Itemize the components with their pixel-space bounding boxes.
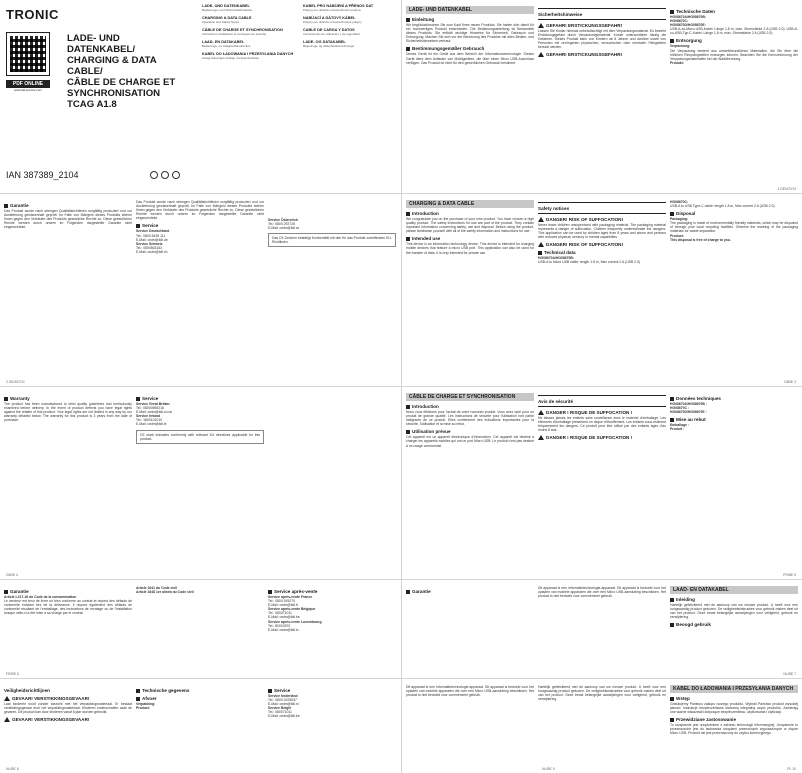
body-text: Cet appareil est un appareil électronique d'information. Cet appareil est destiné à charger les appareils mobiles qui ont un port Micro USB. Le produit n'est pas destiné à un usage commercial. bbox=[406, 435, 534, 448]
service-email[interactable]: E-Mail: owim@lidl.ch bbox=[136, 249, 168, 254]
bullet-square-icon bbox=[670, 718, 674, 722]
bullet-square-icon bbox=[670, 39, 674, 43]
service-title: Service Schweiz bbox=[136, 241, 163, 246]
section-heading: Mise au rebut bbox=[670, 417, 798, 422]
section-heading: Garantie bbox=[4, 589, 132, 594]
service-title: Service après-vente Belgique bbox=[268, 607, 316, 612]
language-item: NABÍJACÍ A DÁTOVÝ KÁBEL Pokyny pre obsluhu a bezpečnostné pokyny bbox=[303, 16, 362, 24]
service-tel: Tel.: 80024970 bbox=[268, 623, 291, 628]
service-email[interactable]: E-Mail: owim@lidl.ie bbox=[136, 422, 167, 427]
title-line: SYNCHRONISATION bbox=[67, 88, 161, 99]
language-item: CÂBLE DE CHARGE ET SYNCHRONISATION Instructions d'utilisation et consignes de sécurité bbox=[202, 28, 283, 36]
article-heading: Article 1641 du Code civil bbox=[136, 586, 178, 590]
title-line: CABLE/ bbox=[67, 66, 103, 77]
spec-text: USB-A to USB Type-C cable: length 1.8 m, Max current 2 A (USB 2.0) bbox=[670, 204, 775, 209]
section-heading: Technische Daten bbox=[670, 9, 798, 14]
section-heading: Disposal bbox=[670, 211, 798, 216]
sub-label: Product: bbox=[670, 233, 684, 238]
bullet-square-icon bbox=[670, 397, 674, 401]
page-header: LADE- UND DATENKABEL bbox=[406, 6, 534, 14]
bullet-square-icon bbox=[406, 430, 410, 434]
body-text: Dieses Gerät ist ein Gerät aus dem Bereich der Informationstechnologie. Dieses Gerät dient dem Aufladen von Mobilgeräten, die über einen Micro USB-Anschluss verfügen. Das Produkt ist nicht für den gewerblichen Gebrauch bestimmt. bbox=[406, 52, 534, 65]
language-item: LADE- UND DATENKABEL Bedienungs- und Sicherheitshinweise bbox=[202, 4, 253, 12]
page-number: NL/BE 7 bbox=[783, 672, 796, 676]
service-tel: Tel.: 08000569216 bbox=[136, 406, 164, 411]
page-number: 1 DE/AT/CH bbox=[777, 187, 796, 191]
page-number: GB/IE 3 bbox=[784, 380, 796, 384]
page-number: PL 10 bbox=[787, 767, 796, 771]
bullet-square-icon bbox=[406, 405, 410, 409]
service-email[interactable]: E-Mail: owim@lidl.be bbox=[268, 615, 300, 620]
warning-heading: DANGER! RISK OF SUFFOCATION! bbox=[538, 217, 666, 222]
ce-note: CE mark indicates conformity with relevant EU directives applicable for this product. bbox=[136, 430, 264, 444]
page-header: CHARGING & DATA CABLE bbox=[406, 200, 534, 208]
service-title: Service Österreich bbox=[268, 218, 298, 222]
section-heading: Veiligheidsrichtlijnen bbox=[4, 688, 50, 693]
model-label: HG08670D/HG08670E: bbox=[670, 23, 706, 28]
page-number: FR/BE 5 bbox=[783, 573, 796, 577]
bullet-square-icon bbox=[406, 18, 410, 22]
bullet-square-icon bbox=[268, 689, 272, 693]
cover-page bbox=[0, 0, 200, 193]
body-text: Never leave children unsupervised with packaging material. The packaging material represents a danger of suffocation. Children frequently underestimate the dangers. This application can be used by children aged from 8 years and above and persons with reduced physical, sensory or mental capabilities. bbox=[538, 223, 666, 240]
warning-icon bbox=[538, 217, 544, 222]
sub-label: Packaging: bbox=[670, 217, 689, 222]
ian-code: IAN 387389_2104 bbox=[6, 170, 79, 180]
section-heading: Technische gegevens bbox=[136, 688, 264, 693]
warning-heading: GEFAHR! ERSTICKUNGSGEFAHR! bbox=[538, 23, 666, 28]
service-tel: Tel.: 0800 0225537 bbox=[268, 698, 297, 703]
section-heading: Introduction bbox=[406, 211, 534, 216]
title-line: DATENKABEL/ bbox=[67, 44, 136, 55]
bullet-square-icon bbox=[670, 10, 674, 14]
ce-note: Das CE-Zeichen bestätigt Konformität mit den für das Produkt zutreffenden EU-Richtlinien. bbox=[268, 233, 396, 247]
article-heading: Article L217-16 du Code de la consommation bbox=[4, 595, 77, 599]
page-nl-1 bbox=[402, 580, 802, 678]
language-item: CHARGING & DATA CABLE Operation and Safety Notes bbox=[202, 16, 252, 24]
section-heading: Avis de sécurité bbox=[538, 399, 574, 404]
section-heading: Technical data bbox=[538, 250, 666, 255]
service-email[interactable]: E-Mail: owim@lidl.at bbox=[268, 226, 299, 231]
body-text: We congratulate you on the purchase of your new product. You have chosen a high quality product. The safety instructions for use are part of the product. They contain important information concerning safety, use and disposal. Before using the product, please familiarise yourself with all of the safety information and instructions for use. bbox=[406, 217, 534, 234]
warning-heading: DANGER ! RISQUE DE SUFFOCATION ! bbox=[538, 410, 666, 415]
section-heading: Service après-vente bbox=[268, 589, 396, 594]
body-text: Das Produkt wurde nach strengen Qualitätsrichtlinien sorgfältig produziert und vor Auslieferung gewissenhaft geprüft. Im Falle von Mängeln dieses Produkts stehen Ihnen gegen den Verkäufer des Produkts gesetzliche Rechte zu. Diese gesetzlichen Rechte werden durch unsere im Folgenden dargestellte Garantie nicht eingeschränkt. bbox=[136, 200, 264, 221]
body-text: The product has been manufactured to strict quality guidelines and meticulously examined before delivery. In the event of product defects you have legal rights against the retailer of this product. Your legal rights are not limited in any way by our warranty detailed below. The warranty for this product is 3 years from the date of purchase. bbox=[4, 402, 132, 423]
section-heading: Garantie bbox=[4, 203, 132, 208]
section-heading: Intended use bbox=[406, 236, 534, 241]
bullet-square-icon bbox=[136, 224, 140, 228]
bullet-square-icon bbox=[406, 590, 410, 594]
section-heading: Safety notices bbox=[538, 206, 570, 211]
cert-icon bbox=[150, 171, 158, 179]
section-heading: Inleiding bbox=[670, 597, 798, 602]
spec-text: USB-A to Micro USB cable: length 1.8 m, Max current 2 A (USB 2.0) bbox=[538, 260, 640, 265]
section-heading: Garantie bbox=[406, 589, 534, 594]
sub-label: Emballage : bbox=[670, 423, 690, 428]
bullet-square-icon bbox=[136, 697, 140, 701]
body-text: Le vendeur est tenu de livrer un bien conforme au contrat et répond des défauts de conformité existant lors de la délivrance. Il répond également des défauts de conformité résultant de l'emballage, des instructions de montage ou de l'installation lorsque celle-ci a été mise à sa charge par le contrat. bbox=[4, 599, 132, 616]
body-text: The packaging is made of environmentally friendly materials, which may be disposed of through your local recycling facilities. Observe the marking of the packaging materials for waste separation. bbox=[670, 221, 798, 234]
service-email[interactable]: E-Mail: owim@lidl.nl bbox=[268, 702, 299, 707]
section-heading: Service bbox=[136, 223, 264, 228]
body-text: Hartelijk gefeliciteerd met de aankoop van uw nieuwe product. U heeft voor een hoogwaardig product gekozen. De veiligheidsinstructies voor gebruik maken deel uit van het product. Deze bevat belangrijke aanwijzingen voor veiligheid, gebruik en verwijdering. bbox=[538, 685, 666, 702]
section-heading: Przewidziane zastosowanie bbox=[670, 717, 798, 722]
service-title: Service Nederland bbox=[268, 694, 298, 698]
bullet-square-icon bbox=[4, 204, 8, 208]
bullet-square-icon bbox=[4, 397, 8, 401]
bullet-square-icon bbox=[406, 212, 410, 216]
service-title: Service Deutschland bbox=[136, 229, 170, 234]
sub-label: Produit : bbox=[670, 427, 684, 432]
warning-heading: DANGER! RISK OF SUFFOCATION! bbox=[538, 242, 666, 247]
sub-label: Product: bbox=[136, 706, 150, 711]
body-text: Laat kinderen nooit zonder toezicht met het verpakkingsmateriaal. Er bestaat verstikkingsgevaar door het verpakkingsmateriaal. Kinderen onderschatten vaak de gevaren. Dit product kan door kinderen vanaf 8 jaar worden gebruikt. bbox=[4, 702, 132, 715]
language-list-2 bbox=[301, 0, 401, 193]
bullet-square-icon bbox=[406, 47, 410, 51]
bullet-square-icon bbox=[670, 212, 674, 216]
warning-icon bbox=[538, 435, 544, 440]
service-title: Service après-vente Luxembourg bbox=[268, 619, 322, 624]
service-tel: Tel.: 0800563153 bbox=[136, 245, 163, 250]
section-heading: Service bbox=[268, 688, 396, 693]
service-title: Service Great Britain bbox=[136, 402, 170, 406]
page-number: FR/BE 6 bbox=[6, 672, 19, 676]
pdf-online-box[interactable] bbox=[6, 32, 50, 76]
body-text: Lassen Sie Kinder niemals unbeaufsichtigt mit dem Verpackungsmaterial. Es besteht Erstickungsgefahr durch Verpackungsmaterial. Kinder unterschätzen häufig die Gefahren. Dieses Produkt kann von Kindern ab 8 Jahren und darüber sowie von Personen mit verringerten physischen, sensorischen oder mentalen Fähigkeiten benutzt werden. bbox=[538, 29, 666, 50]
page-number: NL/BE 9 bbox=[542, 767, 555, 771]
bullet-square-icon bbox=[670, 623, 674, 627]
warning-heading: GEFAHR! ERSTICKUNGSGEFAHR! bbox=[538, 52, 666, 57]
article-heading: Article 1648 1er alinéa du Code civil bbox=[136, 590, 194, 595]
service-email[interactable]: E-Mail: owim@lidl.de bbox=[136, 237, 168, 242]
service-email[interactable]: E-Mail: owim@lidl.co.uk bbox=[136, 410, 173, 415]
section-heading: Entsorgung bbox=[670, 38, 798, 43]
body-text: To urządzenie jest urządzeniem z zakresu technologii informacyjnej. Urządzenie to przeznaczone jest do ładowania urządzeń przenośnych wyposażonych w złącze Micro USB. Produkt nie jest przeznaczony do użytku komercyjnego. bbox=[670, 723, 798, 736]
language-list bbox=[200, 0, 301, 193]
section-heading: Beoogd gebruik bbox=[670, 622, 798, 627]
body-text: USB-A-zu-Micro-USB-Kabel: Länge 1,8 m, max. Stromstärke 2 A (USB 2.0). USB-A-zu-USB-Typ-C-Kabel: Länge 1,8 m, max. Stromstärke 2 A (USB 2.0). bbox=[670, 27, 798, 36]
sub-label: Verpakking: bbox=[136, 702, 156, 706]
page-nl-2 bbox=[0, 679, 401, 773]
service-email[interactable]: E-Mail: owim@lidl.lu bbox=[268, 627, 299, 632]
warning-heading: GEVAAR! VERSTIKKINGSGEVAAR! bbox=[4, 717, 132, 722]
body-text: Hartelijk gefeliciteerd met de aankoop van uw nieuwe product. U heeft voor een hoogwaardig product gekozen. De veiligheidsinstructies voor gebruik maken deel uit van het product. Deze bevat belangrijke aanwijzingen voor veiligheid, gebruik en verwijdering. bbox=[670, 603, 798, 620]
body-text: This device is an information technology device. This device is intended for charging mobile devices that feature a micro USB port. This application can also be used for the transfer of data. It is only intended for private use. bbox=[406, 242, 534, 255]
page-de-2 bbox=[0, 194, 401, 386]
title-line: LADE- UND bbox=[67, 33, 120, 44]
body-text: This disposal is free of charge to you. bbox=[670, 237, 731, 242]
language-item: KABEL DO ŁADOWANIA I PRZESYŁANIA DANYCH Uwagi dotyczące obsługi i bezpieczeństwa bbox=[202, 52, 294, 60]
page-header: KABEL DO ŁADOWANIA I PRZESYŁANIA DANYCH bbox=[670, 685, 798, 693]
page-de-1 bbox=[402, 0, 802, 193]
service-email[interactable]: E-Mail: owim@lidl.be bbox=[268, 714, 300, 719]
service-tel: Tel.: 0800 5435 111 bbox=[136, 233, 166, 238]
bullet-square-icon bbox=[538, 251, 542, 255]
service-title: Service après-vente France bbox=[268, 595, 313, 599]
model-label: HG08670A/HG08670B: bbox=[538, 256, 574, 261]
cover-title bbox=[67, 33, 175, 110]
body-text: Dit apparaat is een informatietechnologie-apparaat. Dit apparaat is bedoeld voor het opladen van mobiele apparaten die over een Micro USB-aansluiting beschikken. Het product is niet bedoeld voor commercieel gebruik. bbox=[538, 586, 666, 599]
service-email[interactable]: E-Mail: owim@lidl.fr bbox=[268, 603, 299, 608]
section-heading: Wstęp bbox=[670, 696, 798, 701]
page-header: LAAD- EN DATAKABEL bbox=[670, 586, 798, 594]
service-tel: Tel.: 0800 292726 bbox=[268, 222, 295, 227]
body-text: Das Produkt wurde nach strengen Qualitätsrichtlinien sorgfältig produziert und vor Auslieferung gewissenhaft geprüft. Im Falle von Mängeln dieses Produkts stehen Ihnen gegen den Verkäufer des Produkts gesetzliche Rechte zu. Diese gesetzlichen Rechte werden durch unsere im Folgenden dargestellte Garantie nicht eingeschränkt. bbox=[4, 209, 132, 230]
body-text: Gratulujemy Państwu zakupu nowego produktu. Wybrali Państwo produkt wysokiej jakości. Instrukcje bezpieczeństwa stanowią integralną część produktu. Zawierają one ważne wskazówki dotyczące bezpieczeństwa, użytkowania i utylizacji. bbox=[670, 702, 798, 715]
warning-heading: GEVAAR! VERSTIKKINGSGEVAAR! bbox=[4, 696, 132, 701]
bullet-square-icon bbox=[136, 397, 140, 401]
service-tel: Tel.: 1800101010 bbox=[136, 418, 163, 423]
body-text: Dit apparaat is een informatietechnologie-apparaat. Dit apparaat is bedoeld voor het opladen van mobiele apparaten die over een Micro USB-aansluiting beschikken. Het product is niet bedoeld voor commercieel gebruik. bbox=[406, 685, 534, 698]
certification-icons bbox=[150, 171, 180, 179]
bullet-square-icon bbox=[136, 689, 140, 693]
page-header: CÂBLE DE CHARGE ET SYNCHRONISATION bbox=[406, 393, 534, 401]
body-text: Ne laissez jamais les enfants sans surveillance avec le matériel d'emballage. Les éléments d'emballage présentent un risque d'étouffement. Les enfants sous-estiment fréquemment les dangers. Ce produit peut être utilisé par des enfants âgés d'au moins 8 ans. bbox=[538, 416, 666, 433]
bullet-square-icon bbox=[4, 590, 8, 594]
bullet-square-icon bbox=[406, 237, 410, 241]
section-heading: Introduction bbox=[406, 404, 534, 409]
service-tel: Tel.: 080071011 bbox=[268, 611, 292, 616]
language-item: KABEL PRO NABÍJENÍ A PŘENOS DAT Pokyny pro obsluhu a bezpečnostní pokyny bbox=[303, 4, 374, 12]
warning-icon bbox=[4, 717, 10, 722]
bullet-square-icon bbox=[670, 697, 674, 701]
bullet-square-icon bbox=[268, 590, 272, 594]
pdf-online-url: www.lidl-service.com bbox=[14, 88, 42, 92]
language-item: CABLE DE CARGA Y DATOS Instrucciones de utilización y de seguridad bbox=[303, 28, 360, 36]
section-heading: Warranty bbox=[4, 396, 132, 401]
sub-label: Produkt: bbox=[670, 60, 684, 65]
page-pl-1 bbox=[402, 679, 802, 773]
section-heading: Service bbox=[136, 396, 264, 401]
section-heading: Utilisation prévue bbox=[406, 429, 534, 434]
cert-icon bbox=[172, 171, 180, 179]
page-number: NL/BE 8 bbox=[6, 767, 19, 771]
service-title: Service België bbox=[268, 706, 292, 711]
page-fr-1 bbox=[402, 387, 802, 579]
model-label: HG08670C : bbox=[670, 406, 690, 411]
body-text: Nous vous félicitons pour l'achat de votre nouveau produit. Vous avez opté pour un produit de grande qualité. Les instructions de sécurité pour l'utilisation font partie intégrante de ce produit. Elles contiennent des indications importantes pour la sécurité, l'utilisation et la mise au rebut. bbox=[406, 410, 534, 427]
body-text: Die Verpackung besteht aus umweltfreundlichen Materialien, die Sie über die örtlichen Recyclingstellen entsorgen können. Beachten Sie die Kennzeichnung der Verpackungsmaterialien bei der Abfalltrennung. bbox=[670, 48, 798, 61]
model-label: HG08670C: bbox=[670, 200, 689, 204]
page-fr-2 bbox=[0, 580, 401, 678]
bullet-square-icon bbox=[670, 418, 674, 422]
brand-logo: TRONIC bbox=[6, 7, 59, 22]
warning-icon bbox=[538, 52, 544, 57]
title-line: CHARGING & DATA bbox=[67, 55, 157, 66]
cert-icon bbox=[161, 171, 169, 179]
section-heading: Sicherheitshinweise bbox=[538, 12, 583, 17]
title-line: TCAG A1.8 bbox=[67, 99, 117, 110]
bullet-square-icon bbox=[670, 598, 674, 602]
service-tel: Tel.: 0800 919270 bbox=[268, 599, 295, 604]
section-heading: Einleitung bbox=[406, 17, 534, 22]
language-item: LADE- OG DATAKABEL Betjenings- og sikkerhedshenvisninger bbox=[303, 40, 355, 48]
service-tel: Tel.: 080071011 bbox=[268, 710, 292, 715]
section-heading: Afvoer bbox=[136, 696, 264, 701]
model-label: HG08670C: bbox=[670, 19, 689, 24]
page-gb-2 bbox=[0, 387, 401, 579]
body-text: Wir beglückwünschen Sie zum Kauf Ihres neuen Produkts. Sie haben sich damit für ein hochwertiges Produkt entschieden. Die Bedienungsanleitung ist Bestandteil dieses Produkts. Sie enthält wichtige Hinweise für Sicherheit, Gebrauch und Entsorgung. Machen Sie sich vor der Benutzung des Produkts mit allen Bedien- und Sicherheitshinweisen vertraut. bbox=[406, 23, 534, 44]
warning-heading: DANGER ! RISQUE DE SUFFOCATION ! bbox=[538, 435, 666, 440]
sub-label: Verpackung: bbox=[670, 44, 691, 49]
page-number: GB/IE 4 bbox=[6, 573, 18, 577]
language-item: LAAD- EN DATAKABEL Bedienings- en veiligheidsinstructies bbox=[202, 40, 251, 48]
model-label: HG08670A/HG08670B: bbox=[670, 15, 706, 19]
warning-icon bbox=[538, 23, 544, 28]
section-heading: Bestimmungsgemäßer Gebrauch bbox=[406, 46, 534, 51]
warning-icon bbox=[538, 410, 544, 415]
qr-code-icon bbox=[10, 36, 46, 72]
warning-icon bbox=[538, 242, 544, 247]
model-label: HG08670A/HG08670B : bbox=[670, 402, 707, 406]
section-heading: Données techniques bbox=[670, 396, 798, 401]
pdf-online-label: PDF ONLINE bbox=[6, 80, 50, 88]
page-number: 2 DE/AT/CH bbox=[6, 380, 25, 384]
title-line: CÂBLE DE CHARGE ET bbox=[67, 77, 176, 88]
page-gb-1 bbox=[402, 194, 802, 386]
warning-icon bbox=[4, 696, 10, 701]
service-title: Service Ireland bbox=[136, 414, 161, 419]
model-label: HG08670D/HG08670E : bbox=[670, 410, 707, 415]
